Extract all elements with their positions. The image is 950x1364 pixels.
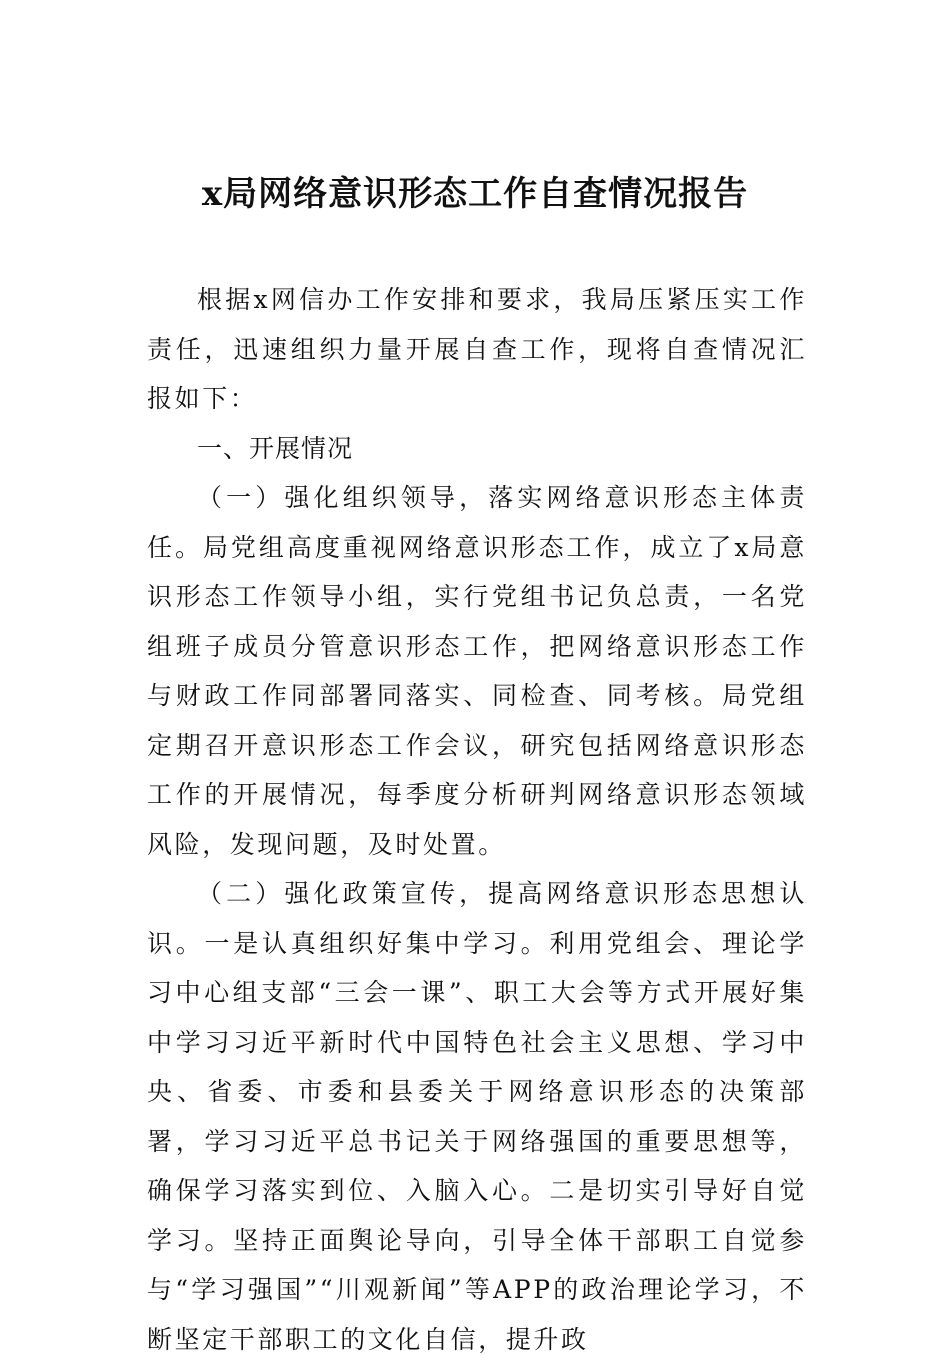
paragraph-policy-publicity: （二）强化政策宣传，提高网络意识形态思想认识。一是认真组织好集中学习。利用党组会、理论学习中心组支部“三会一课”、职工大会等方式开展好集中学习习近平新时代中国特色社会主义思想、学习中央、省委、市委和县委关于网络意识形态的决策部署，学习习近平总书记关于网络强国的重要思想等，确保学习落实到位、入脑入心。二是切实引导好自觉学习。坚持正面舆论导向，引导全体干部职工自觉参与“学习强国”“川观新闻”等APP的政治理论学习，不断坚定干部职工的文化自信，提升政 [147, 879, 807, 1354]
page-title: x局网络意识形态工作自查情况报告 [201, 174, 749, 214]
paragraph-organization-leadership: （一）强化组织领导，落实网络意识形态主体责任。局党组高度重视网络意识形态工作，成立了x局意识形态工作领导小组，实行党组书记负总责，一名党组班子成员分管意识形态工作，把网络意识形态工作与财政工作同部署同落实、同检查、同考核。局党组定期召开意识形态工作会议，研究包括网络意识形态工作的开展情况，每季度分析研判网络意识形态领域风险，发现问题，及时处置。 [147, 483, 807, 859]
document-body [147, 275, 807, 1364]
section-heading: 一、开展情况 [197, 433, 354, 463]
intro-paragraph: 根据x网信办工作安排和要求，我局压紧压实工作责任，迅速组织力量开展自查工作，现将自查情况汇报如下： [147, 285, 807, 413]
